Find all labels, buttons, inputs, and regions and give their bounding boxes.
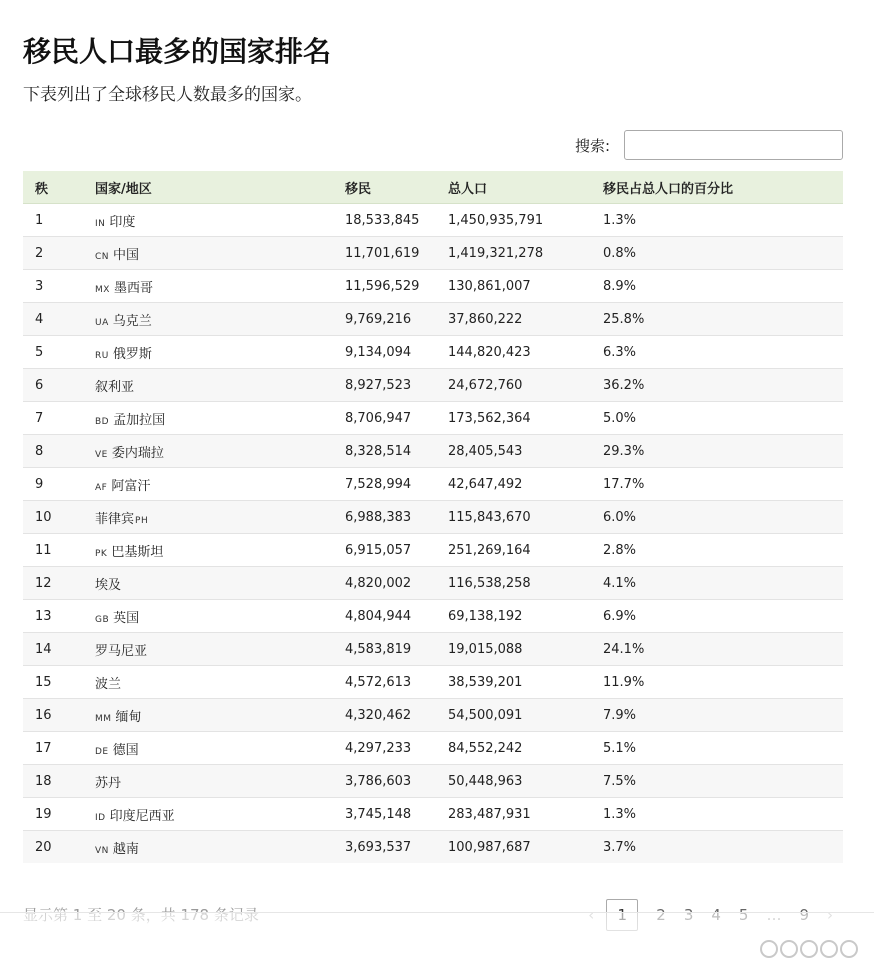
table-row (23, 336, 843, 369)
percent-cell: 24.1% (603, 633, 843, 666)
rank-cell: 1 (35, 212, 44, 228)
population-cell: 69,138,192 (448, 600, 603, 633)
country-cell (95, 435, 345, 468)
country-name: 缅甸 (115, 709, 142, 725)
country-cell (95, 501, 345, 534)
country-name: 俄罗斯 (112, 346, 152, 362)
dots-icon (760, 940, 778, 958)
emigrants-cell: 4,572,613 (345, 666, 448, 699)
emigrants-cell: 7,528,994 (345, 468, 448, 501)
watermark (760, 936, 864, 962)
search-bar (575, 129, 843, 161)
country-name: 德国 (112, 742, 139, 758)
emigration-table (23, 171, 843, 863)
percent-cell: 7.5% (603, 765, 843, 798)
emigrants-cell: 4,297,233 (345, 732, 448, 765)
percent-cell: 5.1% (603, 732, 843, 765)
country-cell (95, 600, 345, 633)
page-title: 移民人口最多的国家排名 (23, 35, 332, 68)
rank-cell: 17 (23, 732, 95, 765)
table-row (23, 204, 843, 237)
population-cell: 84,552,242 (448, 732, 603, 765)
table-header-row (23, 171, 843, 204)
country-name: 委内瑞拉 (111, 445, 164, 461)
emigrants-cell: 3,693,537 (345, 831, 448, 864)
dots-icon (780, 940, 798, 958)
population-cell: 251,269,164 (448, 534, 603, 567)
emigrants-cell: 9,769,216 (345, 303, 448, 336)
emigrants-cell: 4,820,002 (345, 567, 448, 600)
population-cell: 173,562,364 (448, 402, 603, 435)
country-cell (95, 303, 345, 336)
percent-cell: 1.3% (603, 212, 637, 228)
percent-cell: 11.9% (603, 666, 843, 699)
country-name: 阿富汗 (111, 478, 151, 494)
rank-cell: 7 (23, 402, 95, 435)
table-row (23, 501, 843, 534)
flag-code: UA (95, 317, 109, 328)
search-input[interactable] (624, 130, 843, 160)
table-row (23, 699, 843, 732)
flag-code: VN (95, 845, 109, 856)
percent-cell: 2.8% (603, 534, 843, 567)
dots-icon (840, 940, 858, 958)
table-row (23, 534, 843, 567)
rank-cell: 5 (23, 336, 95, 369)
percent-cell: 0.8% (603, 237, 843, 270)
rank-cell: 20 (23, 831, 95, 864)
population-cell: 42,647,492 (448, 468, 603, 501)
rank-cell: 2 (23, 237, 95, 270)
flag-code: GB (95, 614, 110, 625)
rank-cell: 16 (23, 699, 95, 732)
table-row (23, 435, 843, 468)
table-row (23, 303, 843, 336)
emigrants-cell: 11,701,619 (345, 237, 448, 270)
country-name: 中国 (113, 247, 140, 263)
country-name: 波兰 (95, 676, 122, 692)
population-cell: 28,405,543 (448, 435, 603, 468)
table-row (23, 600, 843, 633)
population-cell: 37,860,222 (448, 303, 603, 336)
table-row (23, 666, 843, 699)
column-header-rank[interactable]: 秩 (23, 171, 95, 204)
rank-cell: 4 (23, 303, 95, 336)
country-cell (95, 270, 345, 303)
population-cell: 1,419,321,278 (448, 237, 603, 270)
country-cell (95, 468, 345, 501)
emigrants-cell: 3,745,148 (345, 798, 448, 831)
population-cell: 1,450,935,791 (448, 212, 544, 228)
table-row (23, 798, 843, 831)
emigrants-cell: 18,533,845 (345, 212, 420, 228)
rank-cell: 6 (23, 369, 95, 402)
population-cell: 283,487,931 (448, 798, 603, 831)
population-cell: 24,672,760 (448, 369, 603, 402)
country-name: 巴基斯坦 (111, 544, 164, 560)
emigrants-cell: 6,988,383 (345, 501, 448, 534)
percent-cell: 29.3% (603, 435, 843, 468)
flag-code: BD (95, 416, 110, 427)
population-cell: 130,861,007 (448, 270, 603, 303)
percent-cell: 8.9% (603, 270, 843, 303)
country-cell (95, 534, 345, 567)
flag-code: PH (135, 515, 149, 526)
table-row (23, 468, 843, 501)
rank-cell: 10 (23, 501, 95, 534)
rank-cell: 12 (23, 567, 95, 600)
country-cell (95, 204, 345, 237)
country-name: 印度 (109, 214, 136, 230)
flag-code: AF (95, 482, 108, 493)
percent-cell: 7.9% (603, 699, 843, 732)
flag-code: IN (95, 218, 106, 229)
country-name: 乌克兰 (112, 313, 152, 329)
emigrants-cell: 4,804,944 (345, 600, 448, 633)
emigrants-cell: 4,583,819 (345, 633, 448, 666)
flag-code: DE (95, 746, 109, 757)
country-name: 罗马尼亚 (95, 643, 148, 659)
table-body (23, 204, 843, 864)
rank-cell: 19 (23, 798, 95, 831)
country-cell (95, 831, 345, 864)
emigrants-cell: 11,596,529 (345, 270, 448, 303)
column-header-percent[interactable]: 移民占总人口的百分比 (603, 171, 843, 204)
emigrants-cell: 8,328,514 (345, 435, 448, 468)
column-header-population[interactable]: 总人口 (448, 171, 603, 204)
country-name: 菲律宾 (95, 511, 135, 527)
table-row (23, 369, 843, 402)
table-row (23, 633, 843, 666)
country-cell (95, 666, 345, 699)
country-cell (95, 567, 345, 600)
rank-cell: 18 (23, 765, 95, 798)
percent-cell: 25.8% (603, 303, 843, 336)
rank-cell: 15 (23, 666, 95, 699)
country-name: 越南 (112, 841, 139, 857)
emigrants-cell: 6,915,057 (345, 534, 448, 567)
country-cell (95, 237, 345, 270)
percent-cell: 6.0% (603, 501, 843, 534)
population-cell: 115,843,670 (448, 501, 603, 534)
emigrants-cell: 8,706,947 (345, 402, 448, 435)
percent-cell: 5.0% (603, 402, 843, 435)
emigrants-cell: 4,320,462 (345, 699, 448, 732)
country-name: 孟加拉国 (113, 412, 166, 428)
emigrants-cell: 8,927,523 (345, 369, 448, 402)
country-cell (95, 732, 345, 765)
rank-cell: 3 (23, 270, 95, 303)
flag-code: MM (95, 713, 112, 724)
percent-cell: 6.3% (603, 336, 843, 369)
country-cell (95, 633, 345, 666)
country-name: 墨西哥 (113, 280, 153, 296)
country-cell (95, 699, 345, 732)
percent-cell: 6.9% (603, 600, 843, 633)
population-cell: 50,448,963 (448, 765, 603, 798)
table-row (23, 765, 843, 798)
rank-cell: 13 (23, 600, 95, 633)
population-cell: 100,987,687 (448, 831, 603, 864)
percent-cell: 17.7% (603, 468, 843, 501)
rank-cell: 11 (23, 534, 95, 567)
emigrants-cell: 3,786,603 (345, 765, 448, 798)
country-name: 苏丹 (95, 775, 122, 791)
column-header-emigrants[interactable]: 移民 (345, 171, 448, 204)
table-row (23, 732, 843, 765)
table-row (23, 402, 843, 435)
emigrants-cell: 9,134,094 (345, 336, 448, 369)
column-header-country[interactable]: 国家/地区 (95, 171, 345, 204)
search-label: 搜索: (574, 136, 610, 155)
percent-cell: 4.1% (603, 567, 843, 600)
percent-cell: 36.2% (603, 369, 843, 402)
bottom-fade-overlay (0, 912, 874, 975)
flag-code: CN (95, 251, 110, 262)
dots-icon (820, 940, 838, 958)
country-cell (95, 336, 345, 369)
rank-cell: 8 (23, 435, 95, 468)
population-cell: 116,538,258 (448, 567, 603, 600)
flag-code: VE (95, 449, 108, 460)
country-name: 英国 (113, 610, 140, 626)
rank-cell: 9 (23, 468, 95, 501)
table-row (23, 831, 843, 864)
population-cell: 54,500,091 (448, 699, 603, 732)
country-cell (95, 798, 345, 831)
dots-icon (800, 940, 818, 958)
table-row (23, 567, 843, 600)
table-row (23, 270, 843, 303)
country-name: 印度尼西亚 (109, 808, 175, 824)
table-row (23, 237, 843, 270)
population-cell: 144,820,423 (448, 336, 603, 369)
population-cell: 19,015,088 (448, 633, 603, 666)
page-subtitle: 下表列出了全球移民人数最多的国家。 (23, 85, 312, 105)
percent-cell: 1.3% (603, 798, 843, 831)
country-cell (95, 369, 345, 402)
percent-cell: 3.7% (603, 831, 843, 864)
flag-code: PK (95, 548, 108, 559)
flag-code: ID (95, 812, 106, 823)
country-name: 叙利亚 (95, 379, 135, 395)
population-cell: 38,539,201 (448, 666, 603, 699)
country-name: 埃及 (95, 577, 122, 593)
flag-code: MX (95, 284, 110, 295)
rank-cell: 14 (23, 633, 95, 666)
country-cell (95, 765, 345, 798)
flag-code: RU (95, 350, 109, 361)
country-cell (95, 402, 345, 435)
